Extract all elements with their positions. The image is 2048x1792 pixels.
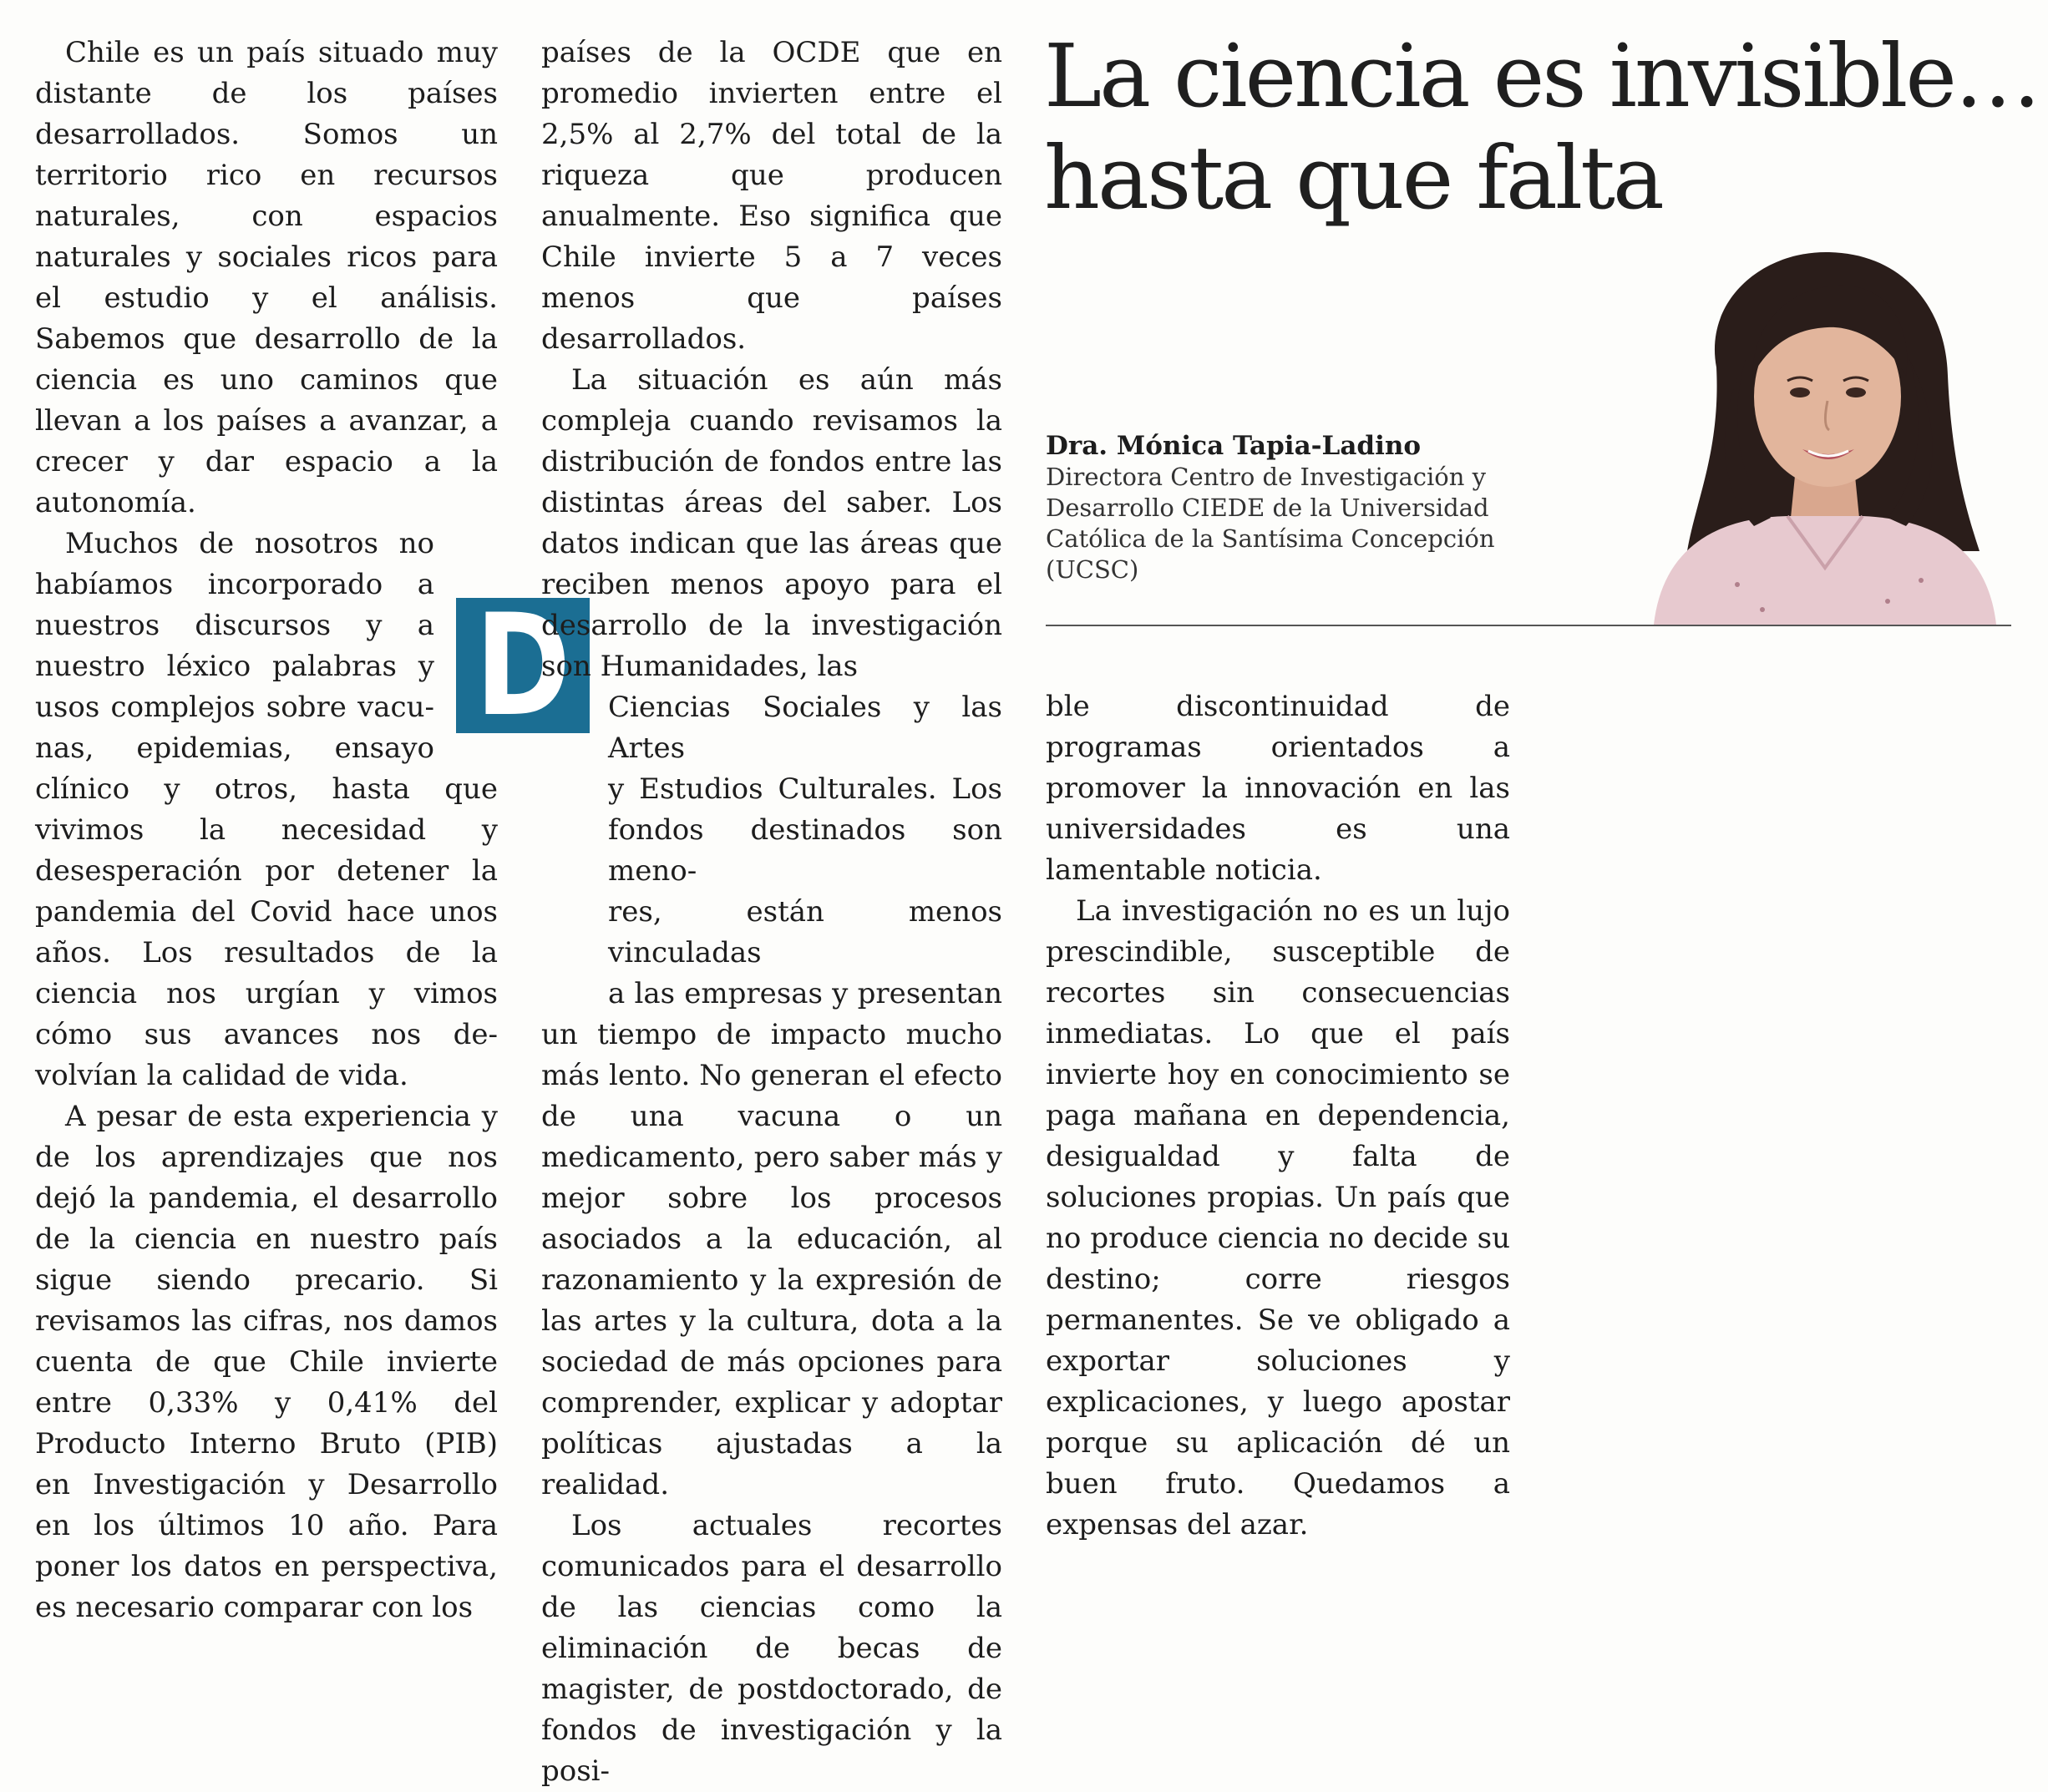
text-line: res, están menos vinculadas bbox=[608, 895, 1002, 969]
section-divider bbox=[1046, 625, 2011, 626]
author-name: Dra. Mónica Tapia-Ladino bbox=[1046, 431, 1422, 461]
paragraph: La investigación no es un lujo prescindible, susceptible de recortes sin consecuencias inmediatas. Lo que el país invierte hoy en conocimiento se paga mañana en dependencia, desigualdad y falta de soluciones propias. Un país que no produce ciencia no decide su destino; corre riesgos permanentes. Se ve obligado a exportar soluciones y explicaciones, y luego apostar porque su aplicación dé un buen fruto. Quedamos a expensas del azar. bbox=[1046, 894, 1510, 1541]
text-line: Ciencias Sociales y las Artes bbox=[608, 691, 1002, 765]
author-role-line: (UCSC) bbox=[1046, 555, 1139, 584]
text-line: y Estudios Culturales. Los bbox=[608, 772, 1002, 806]
author-byline bbox=[1046, 430, 1513, 585]
author-photo bbox=[1637, 251, 2005, 625]
article-column-1 bbox=[35, 33, 498, 1628]
paragraph bbox=[35, 524, 498, 1096]
paragraph: Chile es un país situado muy distante de los países desarrollados. Somos un territorio rico en recursos naturales, con espacios naturales y sociales ricos para el estudio y el análisis. Sabemos que desarrollo de la ciencia es uno caminos que llevan a los países a avanzar, a crecer y dar espacio a la autonomía. bbox=[35, 36, 498, 519]
article-column-2 bbox=[541, 33, 1002, 1792]
drop-cap-letter: D bbox=[474, 584, 571, 747]
headline-line-2: hasta que falta bbox=[1044, 127, 1662, 229]
paragraph: Los actuales recortes comunicados para el desarrollo de las ciencias como la eliminación de becas de magister, de postdoctorado, de fondos de investigación y la posi- bbox=[541, 1509, 1002, 1788]
text-line: a las empresas y presentan bbox=[608, 977, 1002, 1010]
paragraph: ble discontinuidad de programas orientados a promover la innovación en las universidades es una lamentable noticia. bbox=[1046, 690, 1510, 887]
dropcap-wrap-lines bbox=[608, 687, 1002, 1015]
headline bbox=[1044, 25, 2039, 229]
paragraph: La situación es aún más compleja cuando revisamos la distribución de fondos entre las distintas áreas del saber. Los datos indican que las áreas que reciben menos apoyo para el desarrollo de la investigación son Humanidades, las bbox=[541, 363, 1002, 683]
paragraph: países de la OCDE que en promedio invierten entre el 2,5% al 2,7% del total de la riqueza que producen anualmente. Eso significa que Chile invierte 5 a 7 veces menos que países desarrollados. bbox=[541, 36, 1002, 356]
article-column-3 bbox=[1046, 686, 1510, 1546]
author-role-line: Directora Centro de Investigación y bbox=[1046, 463, 1487, 491]
paragraph: un tiempo de impacto mucho más lento. No generan el efecto de una vacuna o un medicamento, pero saber más y mejor sobre los procesos asociados a la educación, al razonamiento y la expresión de las artes y la cultura, dota a la sociedad de más opciones para comprender, explicar y adoptar políticas ajustadas a la realidad. bbox=[541, 1018, 1002, 1501]
paragraph-text: Muchos de nosotros no habíamos incorporado a nuestros discursos y a nuestro léxico palabras y usos complejos sobre vacunas, epidemias, ensayo clínico y otros, hasta que vivimos la necesidad y desesperación por detener la pandemia del Covid hace unos años. Los resultados de la ciencia nos urgían y vimos cómo sus avances nos devolvían la calidad de vida. bbox=[35, 527, 498, 1092]
text-line: fondos destinados son meno- bbox=[608, 813, 1002, 888]
headline-line-1: La ciencia es invisible… bbox=[1044, 25, 2039, 127]
paragraph: A pesar de esta experiencia y de los aprendizajes que nos dejó la pandemia, el desarrollo de la ciencia en nuestro país sigue siendo precario. Si revisamos las cifras, nos damos cuenta de que Chile invierte entre 0,33% y 0,41% del Producto Interno Bruto (PIB) en Investigación y Desarrollo en los últimos 10 año. Para poner los datos en perspectiva, es necesario comparar con los bbox=[35, 1100, 498, 1624]
author-role-line: Desarrollo CIEDE de la Universidad bbox=[1046, 494, 1489, 522]
author-role-line: Católica de la Santísima Concepción bbox=[1046, 524, 1495, 553]
